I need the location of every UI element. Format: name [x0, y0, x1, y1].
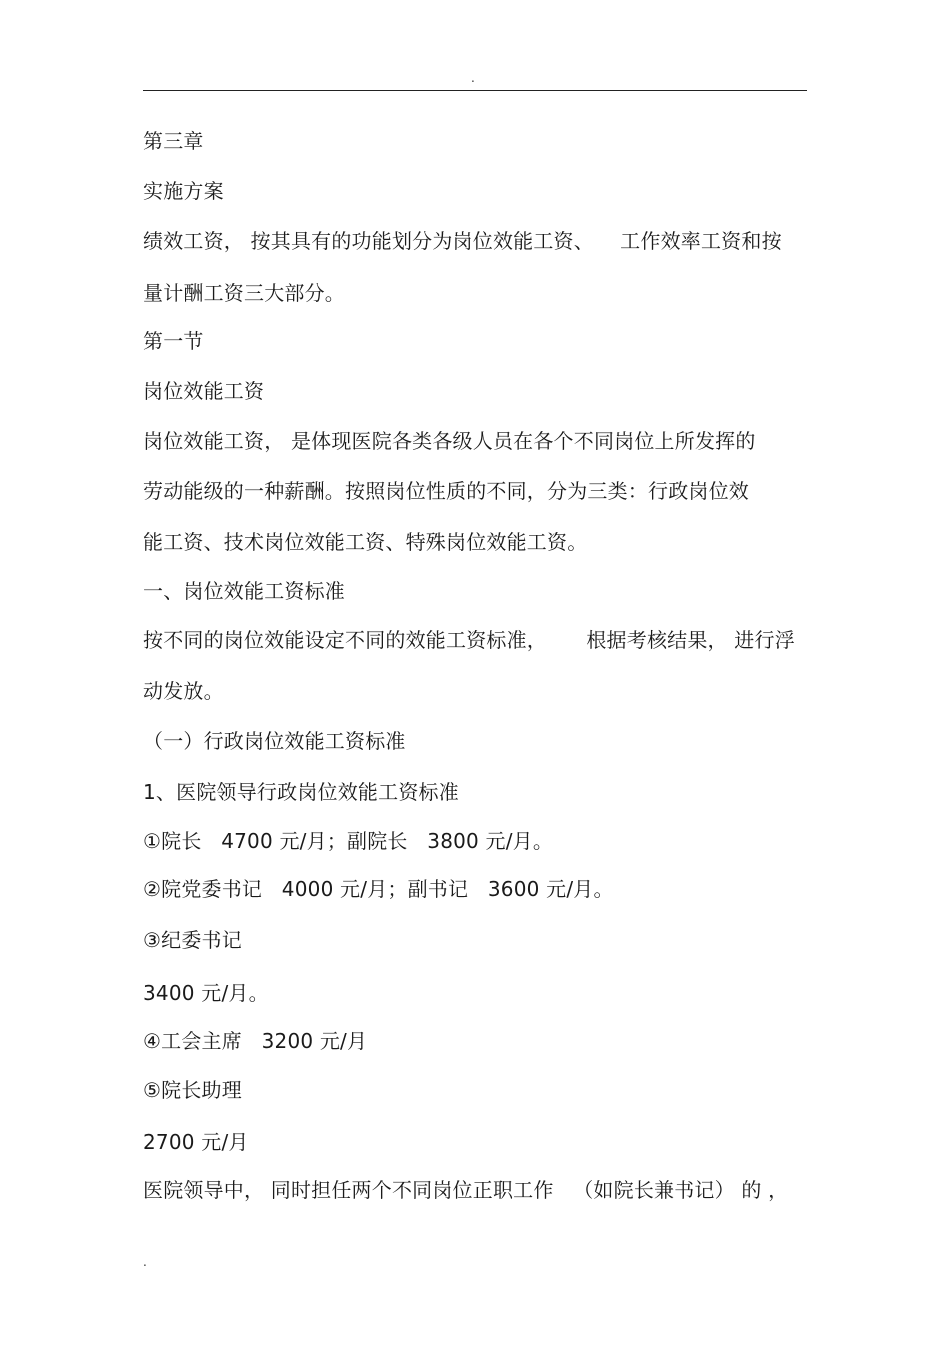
paragraph-line: 岗位效能工资， 是体现医院各类各级人员在各个不同岗位上所发挥的: [143, 429, 756, 453]
subsection-heading: 一、岗位效能工资标准: [143, 579, 345, 603]
list-item-value: 2700 元/月: [143, 1130, 249, 1154]
list-item: ④工会主席 3200 元/月: [143, 1029, 368, 1053]
header-rule: [143, 90, 807, 91]
paragraph-line: 能工资、技术岗位效能工资、特殊岗位效能工资。: [143, 530, 588, 554]
list-item: ②院党委书记 4000 元/月；副书记 3600 元/月。: [143, 877, 614, 901]
list-item: ⑤院长助理: [143, 1078, 242, 1102]
paragraph-line: 动发放。: [143, 679, 224, 703]
paragraph-line: 绩效工资， 按其具有的功能划分为岗位效能工资、 工作效率工资和按: [143, 229, 782, 253]
list-item: ③纪委书记: [143, 928, 242, 952]
footer-mark: .: [143, 1255, 147, 1269]
paragraph-line: 量计酬工资三大部分。: [143, 281, 345, 305]
subsection-heading: （一）行政岗位效能工资标准: [143, 729, 406, 753]
paragraph-line: 按不同的岗位效能设定不同的效能工资标准， 根据考核结果， 进行浮: [143, 628, 795, 652]
list-heading: 1、医院领导行政岗位效能工资标准: [143, 780, 459, 804]
list-item-value: 3400 元/月。: [143, 981, 269, 1005]
paragraph-line: 医院领导中， 同时担任两个不同岗位正职工作 （如院长兼书记） 的 ，: [143, 1178, 789, 1202]
chapter-heading: 第三章: [143, 129, 204, 153]
section-title: 岗位效能工资: [143, 379, 265, 403]
header-mark: .: [471, 71, 475, 85]
section-heading: 第一节: [143, 329, 204, 353]
paragraph-line: 劳动能级的一种薪酬。按照岗位性质的不同，分为三类：行政岗位效: [143, 479, 749, 503]
chapter-title: 实施方案: [143, 179, 224, 203]
list-item: ①院长 4700 元/月；副院长 3800 元/月。: [143, 829, 554, 853]
